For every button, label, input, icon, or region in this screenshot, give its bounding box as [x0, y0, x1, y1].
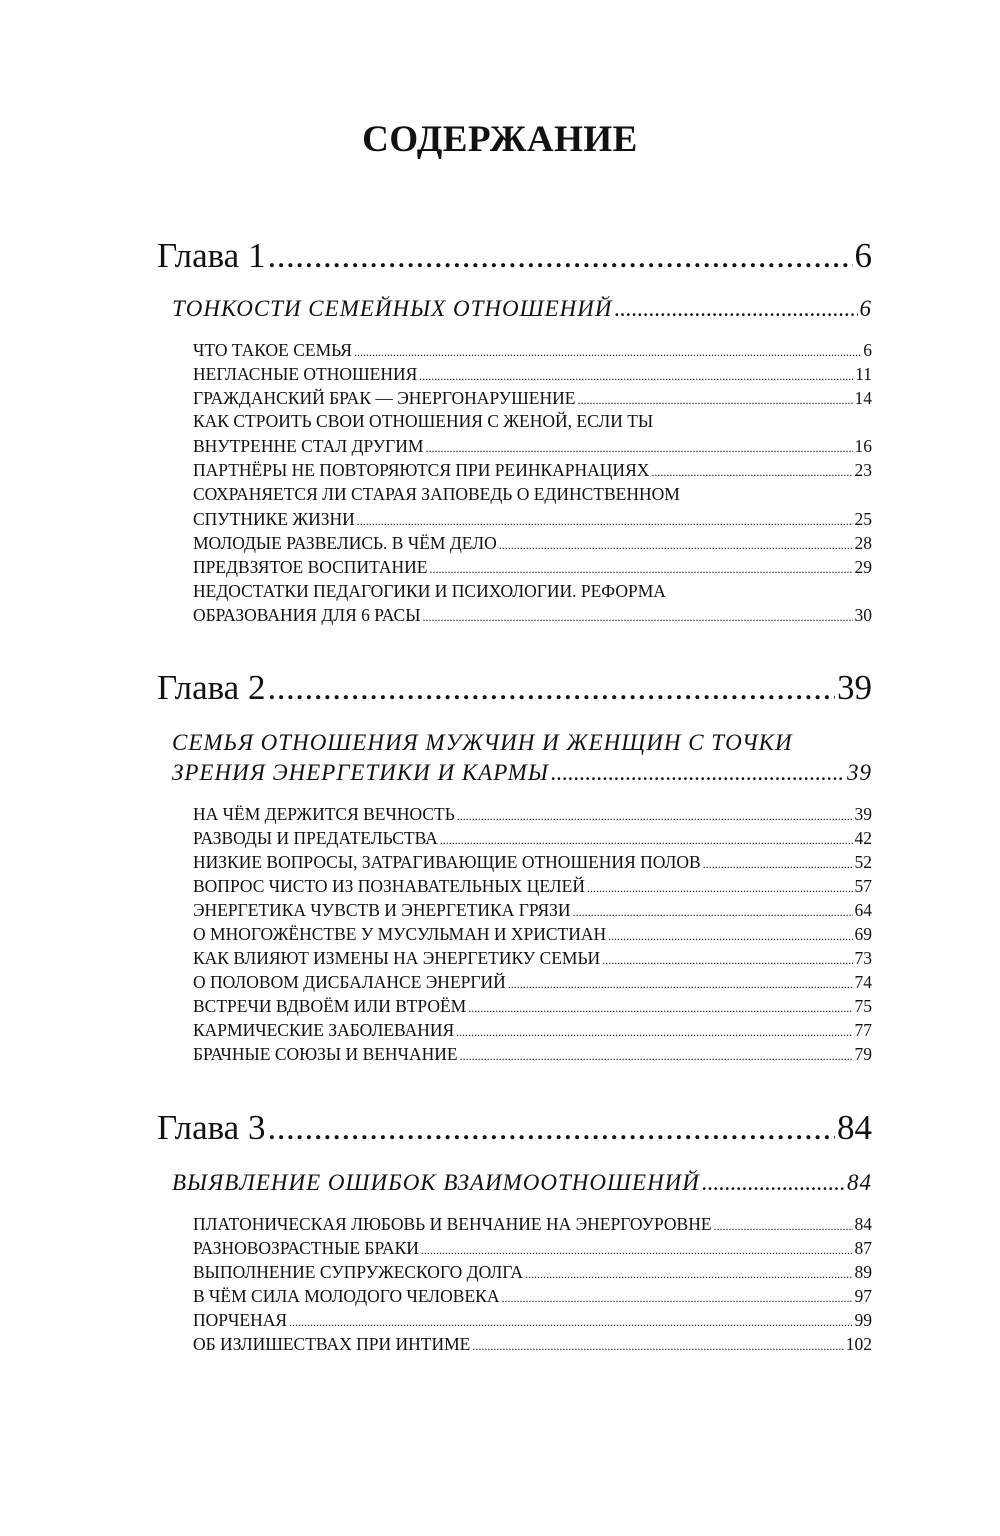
entry-title: ВНУТРЕННЕ СТАЛ ДРУГИМ: [193, 436, 424, 456]
dot-leader: [267, 1108, 835, 1148]
toc-entry: [193, 509, 872, 533]
entry-page: 74: [854, 972, 872, 992]
toc-entry: [193, 972, 872, 996]
dot-leader: [267, 236, 852, 276]
toc-entry: [193, 828, 872, 852]
toc-entry: [193, 1238, 872, 1262]
dot-leader: [460, 1044, 853, 1065]
entry-page: 39: [854, 804, 872, 824]
entry-title: ПРЕДВЗЯТОЕ ВОСПИТАНИЕ: [193, 557, 428, 577]
entry-page: 79: [854, 1044, 872, 1064]
entry-title: ОБРАЗОВАНИЯ ДЛЯ 6 РАСЫ: [193, 605, 421, 625]
dot-leader: [573, 900, 853, 921]
section-title-line1: СЕМЬЯ ОТНОШЕНИЯ МУЖЧИН И ЖЕНЩИН С ТОЧКИ: [172, 730, 793, 755]
dot-leader: [440, 828, 853, 849]
section-page: 39: [847, 760, 872, 785]
entry-page: 23: [854, 460, 872, 480]
entry-page: 87: [854, 1238, 872, 1258]
dot-leader: [425, 436, 852, 457]
entry-title-line1: СОХРАНЯЕТСЯ ЛИ СТАРАЯ ЗАПОВЕДЬ О ЕДИНСТВЕННОМ: [193, 484, 680, 504]
toc-entry: [193, 924, 872, 948]
entry-title: НИЗКИЕ ВОПРОСЫ, ЗАТРАГИВАЮЩИЕ ОТНОШЕНИЯ ПОЛОВ: [193, 852, 701, 872]
dot-leader: [577, 388, 852, 409]
toc-entry: [193, 460, 872, 484]
toc-entry: [193, 1286, 872, 1310]
toc-entry: [193, 364, 872, 388]
chapter-page: 6: [854, 236, 872, 275]
chapter-1-section: [172, 296, 872, 326]
dot-leader: [614, 296, 857, 322]
toc-entry: [193, 1020, 872, 1044]
dot-leader: [289, 1310, 852, 1331]
entry-page: 14: [854, 388, 872, 408]
entry-page: 77: [854, 1020, 872, 1040]
chapter-label: Глава 3: [157, 1108, 266, 1147]
dot-leader: [501, 1286, 852, 1307]
entry-title-line1: НЕДОСТАТКИ ПЕДАГОГИКИ И ПСИХОЛОГИИ. РЕФОРМА: [193, 581, 666, 601]
chapter-page: 84: [837, 1108, 872, 1147]
entry-title: ОБ ИЗЛИШЕСТВАХ ПРИ ИНТИМЕ: [193, 1334, 471, 1354]
toc-entry: [193, 852, 872, 876]
entry-title: ЧТО ТАКОЕ СЕМЬЯ: [193, 340, 352, 360]
chapter-2-heading: [157, 668, 872, 712]
dot-leader: [602, 948, 852, 969]
entry-title: ПЛАТОНИЧЕСКАЯ ЛЮБОВЬ И ВЕНЧАНИЕ НА ЭНЕРГОУРОВНЕ: [193, 1214, 712, 1234]
dot-leader: [525, 1262, 852, 1283]
dot-leader: [651, 460, 852, 481]
section-page: 6: [859, 296, 872, 321]
entry-title: ВОПРОС ЧИСТО ИЗ ПОЗНАВАТЕЛЬНЫХ ЦЕЛЕЙ: [193, 876, 585, 896]
entry-page: 29: [854, 557, 872, 577]
dot-leader: [703, 852, 853, 873]
toc-entry: [193, 557, 872, 581]
toc-entry: [193, 1262, 872, 1286]
entry-page: 52: [854, 852, 872, 872]
entry-title: РАЗНОВОЗРАСТНЫЕ БРАКИ: [193, 1238, 419, 1258]
page-title: СОДЕРЖАНИЕ: [362, 119, 638, 160]
toc-entry: [193, 804, 872, 828]
toc-entry: [193, 533, 872, 557]
section-title: ВЫЯВЛЕНИЕ ОШИБОК ВЗАИМООТНОШЕНИЙ: [172, 1170, 700, 1195]
entry-page: 6: [863, 340, 872, 360]
section-title: ТОНКОСТИ СЕМЕЙНЫХ ОТНОШЕНИЙ: [172, 296, 613, 321]
entry-page: 73: [854, 948, 872, 968]
entry-page: 30: [854, 605, 872, 625]
dot-leader: [468, 996, 852, 1017]
toc-entry: [193, 1044, 872, 1068]
chapter-3-section: [172, 1170, 872, 1200]
toc-entry: [193, 605, 872, 629]
entry-title: О МНОГОЖЁНСТВЕ У МУСУЛЬМАН И ХРИСТИАН: [193, 924, 607, 944]
chapter-2-section: [172, 760, 872, 790]
entry-title: ГРАЖДАНСКИЙ БРАК — ЭНЕРГОНАРУШЕНИЕ: [193, 388, 576, 408]
entry-title: НА ЧЁМ ДЕРЖИТСЯ ВЕЧНОСТЬ: [193, 804, 455, 824]
toc-entry: [193, 1334, 872, 1358]
dot-leader: [551, 760, 845, 786]
entry-title: ПАРТНЁРЫ НЕ ПОВТОРЯЮТСЯ ПРИ РЕИНКАРНАЦИЯХ: [193, 460, 650, 480]
entry-title: НЕГЛАСНЫЕ ОТНОШЕНИЯ: [193, 364, 418, 384]
toc-entry: [193, 900, 872, 924]
entry-page: 75: [854, 996, 872, 1016]
toc-entry: [193, 948, 872, 972]
entry-page: 89: [854, 1262, 872, 1282]
chapter-label: Глава 2: [157, 668, 266, 707]
dot-leader: [267, 668, 835, 708]
dot-leader: [421, 1238, 853, 1259]
dot-leader: [456, 1020, 852, 1041]
dot-leader: [702, 1170, 845, 1196]
chapter-label: Глава 1: [157, 236, 266, 275]
chapter-page: 39: [837, 668, 872, 707]
entry-title: ПОРЧЕНАЯ: [193, 1310, 288, 1330]
entry-page: 102: [845, 1334, 872, 1354]
dot-leader: [608, 924, 852, 945]
entry-title: РАЗВОДЫ И ПРЕДАТЕЛЬСТВА: [193, 828, 438, 848]
toc-entry: [193, 996, 872, 1020]
dot-leader: [357, 509, 853, 530]
entry-title: БРАЧНЫЕ СОЮЗЫ И ВЕНЧАНИЕ: [193, 1044, 458, 1064]
entry-title: О ПОЛОВОМ ДИСБАЛАНСЕ ЭНЕРГИЙ: [193, 972, 506, 992]
dot-leader: [508, 972, 853, 993]
entry-page: 11: [855, 364, 872, 384]
entry-page: 97: [854, 1286, 872, 1306]
entry-title: СПУТНИКЕ ЖИЗНИ: [193, 509, 355, 529]
entry-title: ВСТРЕЧИ ВДВОЁМ ИЛИ ВТРОЁМ: [193, 996, 467, 1016]
chapter-1-heading: [157, 236, 872, 280]
entry-page: 64: [854, 900, 872, 920]
dot-leader: [354, 340, 861, 361]
entry-title: КАК ВЛИЯЮТ ИЗМЕНЫ НА ЭНЕРГЕТИКУ СЕМЬИ: [193, 948, 601, 968]
dot-leader: [587, 876, 853, 897]
dot-leader: [419, 364, 853, 385]
dot-leader: [430, 557, 853, 578]
section-page: 84: [847, 1170, 872, 1195]
dot-leader: [499, 533, 853, 554]
dot-leader: [423, 605, 853, 626]
chapter-3-heading: [157, 1108, 872, 1152]
toc-entry: [193, 876, 872, 900]
entry-page: 69: [854, 924, 872, 944]
dot-leader: [714, 1214, 853, 1235]
dot-leader: [457, 804, 853, 825]
toc-entry: [193, 1310, 872, 1334]
entry-page: 42: [854, 828, 872, 848]
entry-page: 84: [854, 1214, 872, 1234]
entry-title: ВЫПОЛНЕНИЕ СУПРУЖЕСКОГО ДОЛГА: [193, 1262, 524, 1282]
toc-entry: [193, 436, 872, 460]
dot-leader: [472, 1334, 843, 1355]
entry-page: 16: [854, 436, 872, 456]
entry-title: В ЧЁМ СИЛА МОЛОДОГО ЧЕЛОВЕКА: [193, 1286, 500, 1306]
entry-page: 28: [854, 533, 872, 553]
entry-page: 25: [854, 509, 872, 529]
toc-entry: [193, 340, 872, 364]
entry-title: ЭНЕРГЕТИКА ЧУВСТВ И ЭНЕРГЕТИКА ГРЯЗИ: [193, 900, 571, 920]
entry-page: 57: [854, 876, 872, 896]
entry-page: 99: [854, 1310, 872, 1330]
toc-entry: [193, 388, 872, 412]
entry-title: КАРМИЧЕСКИЕ ЗАБОЛЕВАНИЯ: [193, 1020, 455, 1040]
entry-title-line1: КАК СТРОИТЬ СВОИ ОТНОШЕНИЯ С ЖЕНОЙ, ЕСЛИ ТЫ: [193, 411, 654, 431]
section-title: ЗРЕНИЯ ЭНЕРГЕТИКИ И КАРМЫ: [172, 760, 549, 785]
entry-title: МОЛОДЫЕ РАЗВЕЛИСЬ. В ЧЁМ ДЕЛО: [193, 533, 497, 553]
toc-entry: [193, 1214, 872, 1238]
